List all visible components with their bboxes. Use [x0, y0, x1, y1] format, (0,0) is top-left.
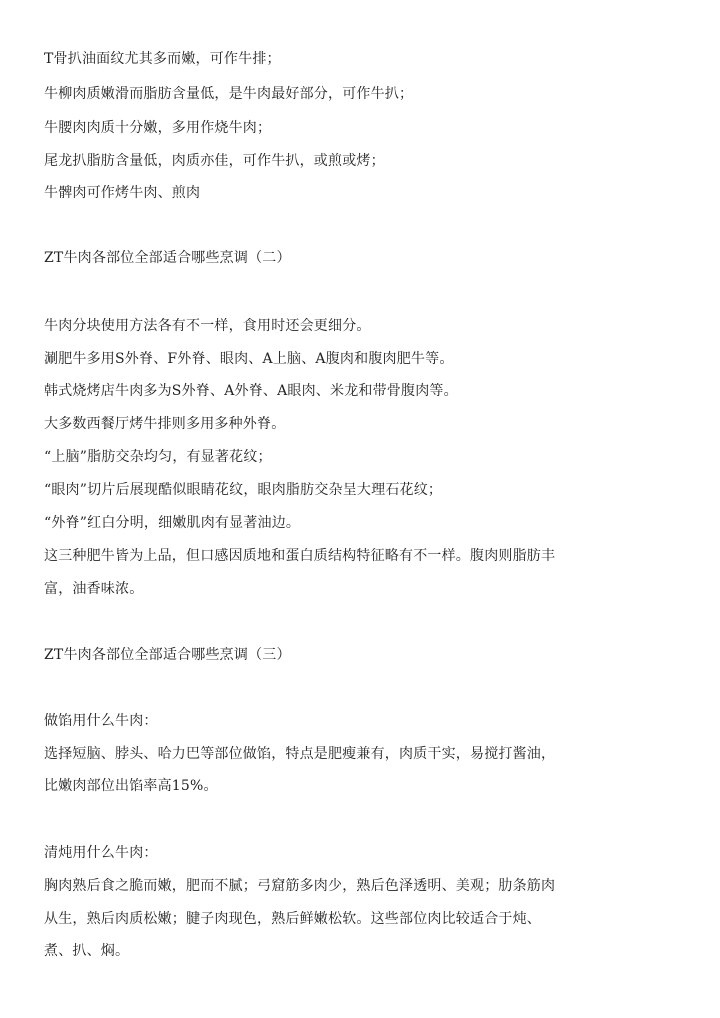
text-line: “眼肉”切片后展现酷似眼睛花纹，眼肉脂肪交杂呈大理石花纹；: [44, 482, 443, 498]
subheading-stew: 清炖用什么牛肉：: [44, 845, 158, 861]
text-line: 煮、扒、焖。: [44, 943, 130, 959]
text-line: 涮肥牛多用S外脊、F外脊、眼肉、A上脑、A腹肉和腹肉肥牛等。: [44, 351, 454, 367]
text-line: T骨扒油面纹尤其多而嫩，可作牛排；: [44, 51, 281, 67]
text-line: 胸肉熟后食之脆而嫩，肥而不腻；弓窟筋多肉少，熟后色泽透明、美观；肋条筋肉: [44, 878, 556, 894]
text-line: “外脊”红白分明，细嫩肌肉有显著油边。: [44, 515, 301, 531]
text-line: 牛肉分块使用方法各有不一样，食用时还会更细分。: [44, 318, 371, 334]
text-line: 选择短脑、脖头、哈力巴等部位做馅，特点是肥瘦兼有，肉质干实，易搅打酱油，: [44, 746, 556, 762]
section-heading-2: ZT牛肉各部位全部适合哪些烹调（二）: [44, 250, 291, 266]
subheading-stuffing: 做馅用什么牛肉：: [44, 713, 158, 729]
text-line: 牛柳肉质嫩滑而脂肪含量低，是牛肉最好部分，可作牛扒；: [44, 86, 414, 102]
text-line: “上脑”脂肪交杂均匀，有显著花纹；: [44, 449, 272, 465]
text-line: 比嫩肉部位出馅率高15%。: [44, 778, 218, 794]
text-line: 尾龙扒脂肪含量低，肉质亦佳，可作牛扒，或煎或烤；: [44, 153, 385, 169]
text-line: 大多数西餐厅烤牛排则多用多种外脊。: [44, 416, 286, 432]
text-line: 富，油香味浓。: [44, 581, 144, 597]
text-line: 牛腰肉肉质十分嫩，多用作烧牛肉；: [44, 120, 272, 136]
text-line: 从生，熟后肉质松嫩；腱子肉现色，熟后鲜嫩松软。这些部位肉比较适合于炖、: [44, 911, 541, 927]
text-line: 牛髀肉可作烤牛肉、煎肉: [44, 185, 201, 201]
text-line: 韩式烧烤店牛肉多为S外脊、A外脊、A眼肉、米龙和带骨腹肉等。: [44, 383, 458, 399]
text-line: 这三种肥牛皆为上品，但口感因质地和蛋白质结构特征略有不一样。腹肉则脂肪丰: [44, 548, 556, 564]
section-heading-3: ZT牛肉各部位全部适合哪些烹调（三）: [44, 647, 291, 663]
